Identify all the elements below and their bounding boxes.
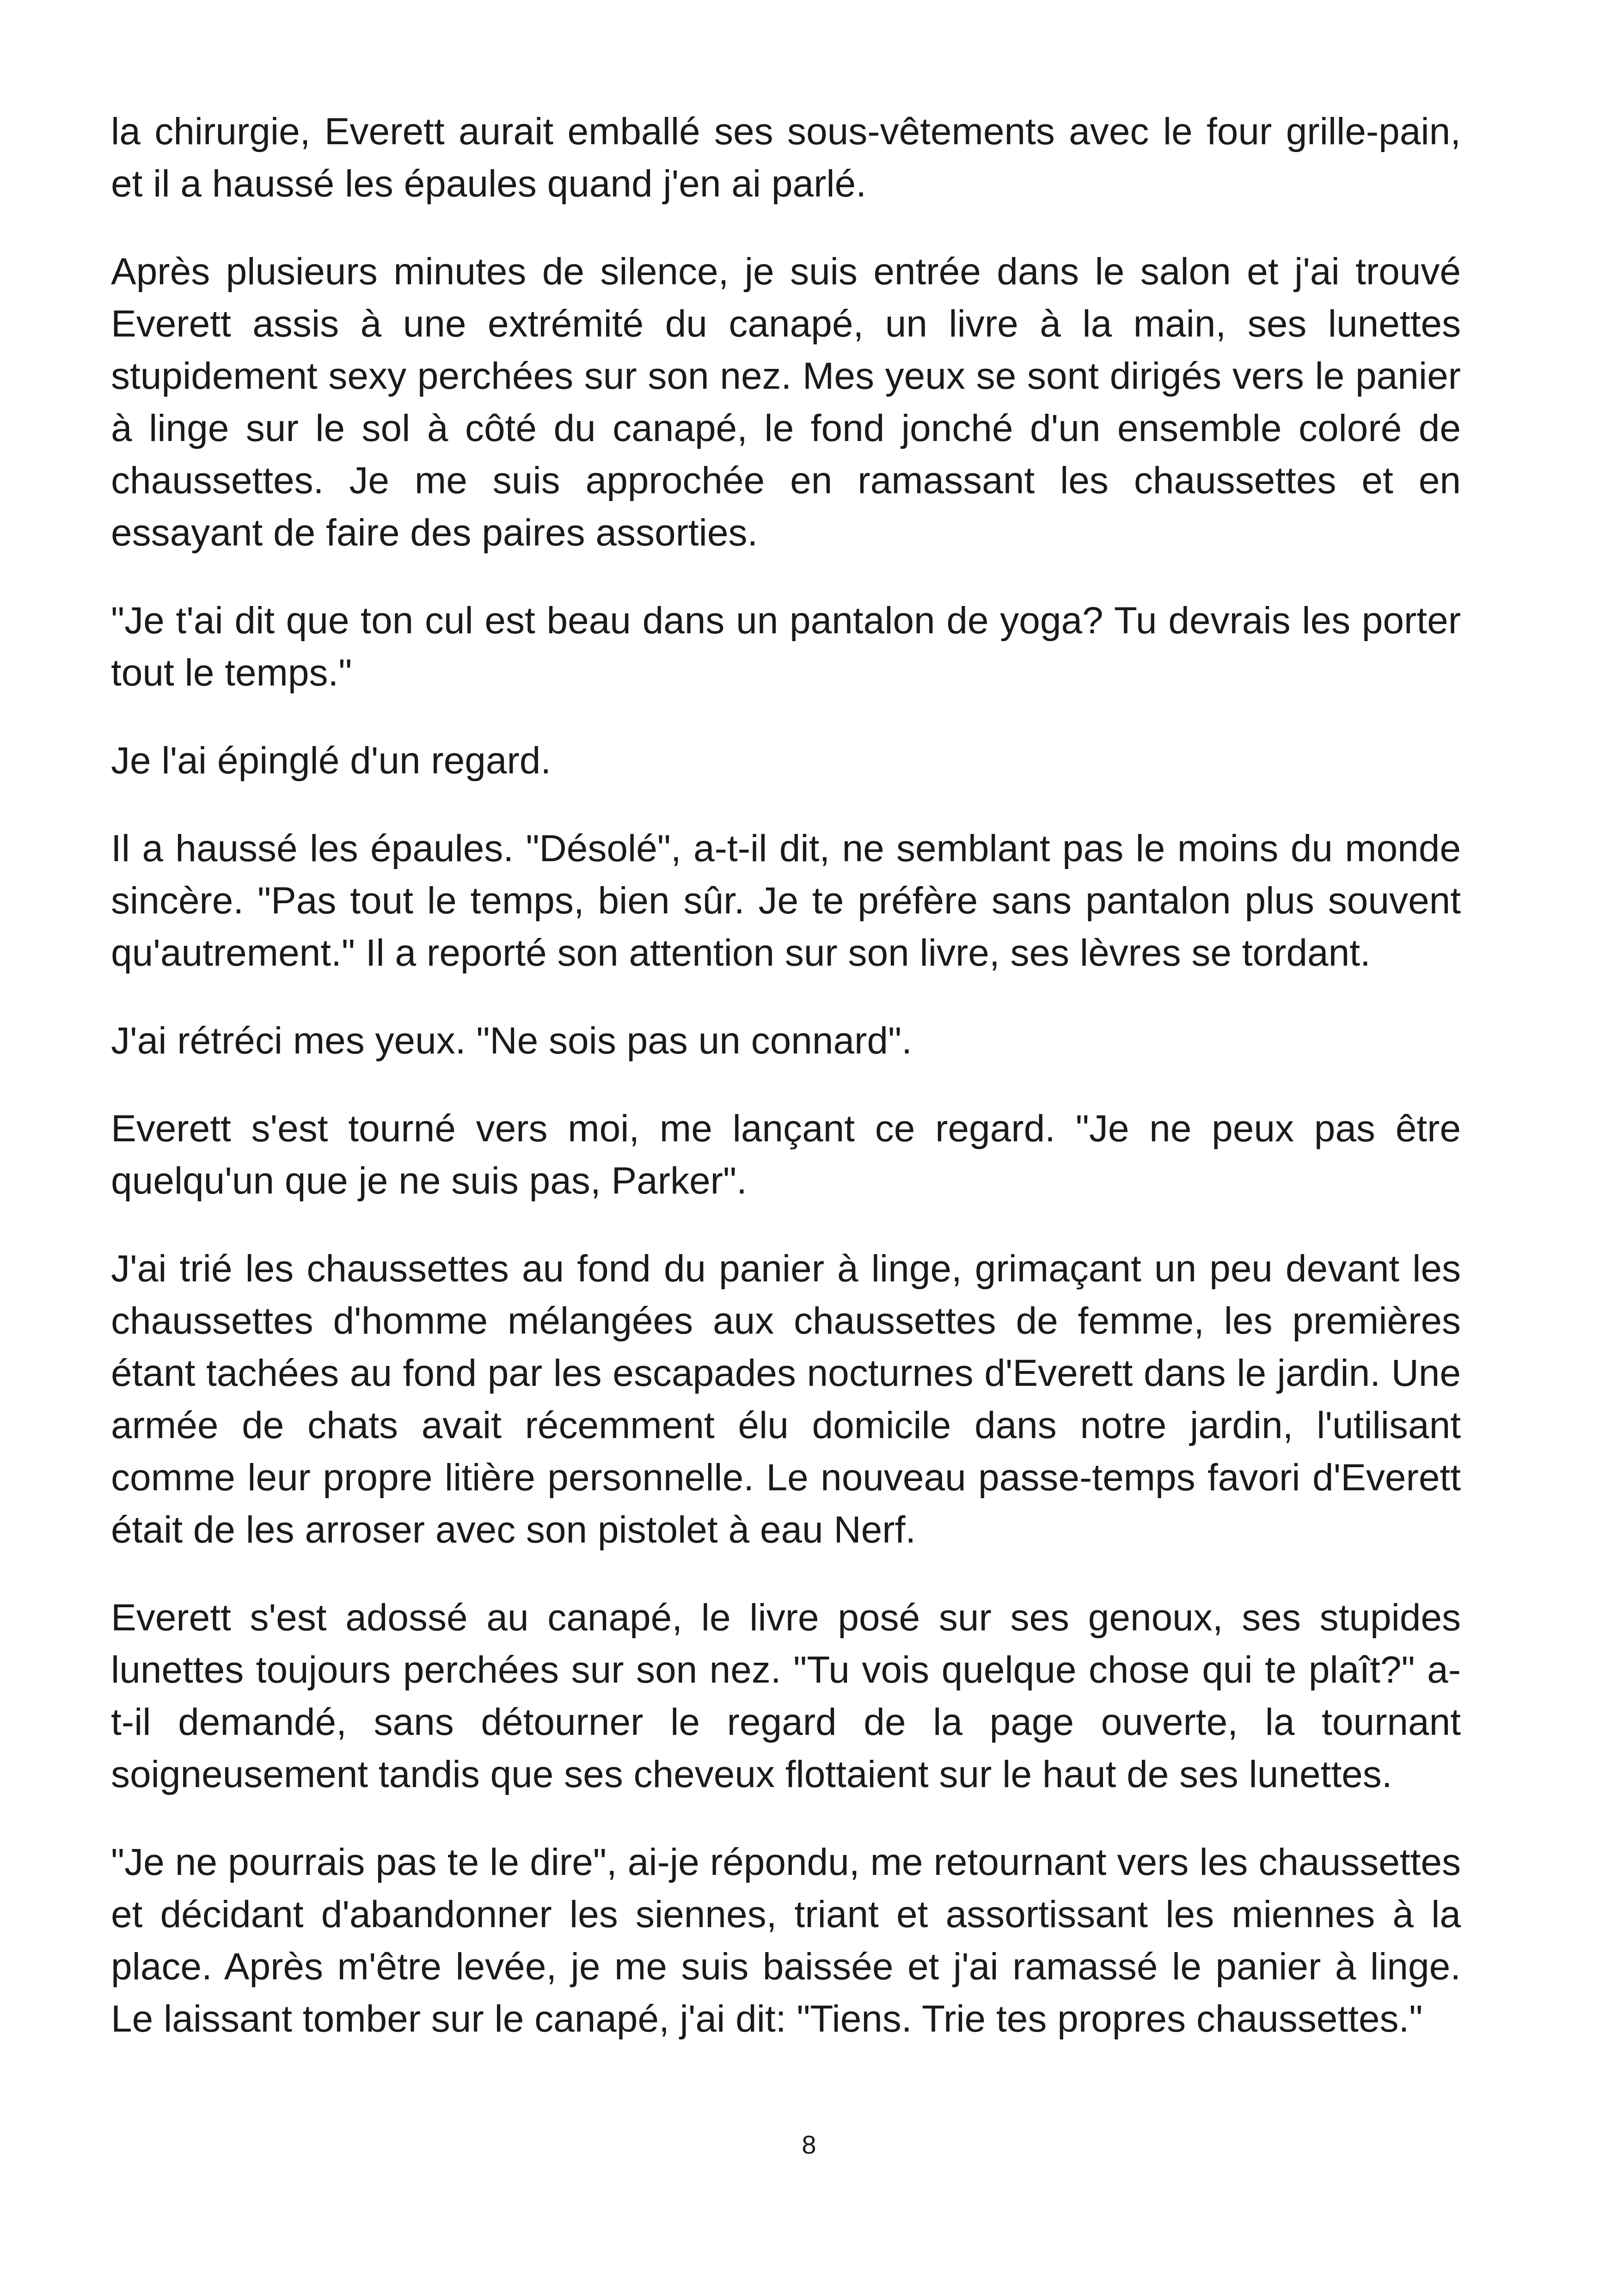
paragraph: Après plusieurs minutes de silence, je suis entrée dans le salon et j'ai trouvé Everett assis à une extrémité du canapé, un livre à la main, ses lunettes stupidement sexy perchées sur son nez. Mes yeux se sont dirigés vers le panier à linge sur le sol à côté du canapé, le fond jonché d'un ensemble coloré de chaussettes. Je me suis approchée en ramassant les chaussettes et en essayant de faire des paires assorties. (111, 251, 1461, 554)
paragraph: la chirurgie, Everett aurait emballé ses sous-vêtements avec le four grille-pain, et il a haussé les épaules quand j'en ai parlé. (111, 110, 1461, 205)
body-text (111, 105, 1461, 2045)
paragraph: Il a haussé les épaules. "Désolé", a-t-il dit, ne semblant pas le moins du monde sincère. "Pas tout le temps, bien sûr. Je te préfère sans pantalon plus souvent qu'autrement." Il a reporté son attention sur son livre, ses lèvres se tordant. (111, 827, 1461, 974)
paragraph: J'ai rétréci mes yeux. "Ne sois pas un connard". (111, 1020, 912, 1062)
page-number: 8 (802, 2130, 816, 2159)
paragraph: "Je ne pourrais pas te le dire", ai-je répondu, me retournant vers les chaussettes et décidant d'abandonner les siennes, triant et assortissant les miennes à la place. Après m'être levée, je me suis baissée et j'ai ramassé le panier à linge. Le laissant tomber sur le canapé, j'ai dit: "Tiens. Trie tes propres chaussettes." (111, 1841, 1461, 2040)
paragraph: Everett s'est tourné vers moi, me lançant ce regard. "Je ne peux pas être quelqu'un que je ne suis pas, Parker". (111, 1108, 1461, 1202)
paragraph: Everett s'est adossé au canapé, le livre posé sur ses genoux, ses stupides lunettes toujours perchées sur son nez. "Tu vois quelque chose qui te plaît?" a-t-il demandé, sans détourner le regard de la page ouverte, la tournant soigneusement tandis que ses cheveux flottaient sur le haut de ses lunettes. (111, 1597, 1461, 1795)
paragraph: Je l'ai épinglé d'un regard. (111, 740, 552, 782)
paragraph: J'ai trié les chaussettes au fond du panier à linge, grimaçant un peu devant les chaussettes d'homme mélangées aux chaussettes de femme, les premières étant tachées au fond par les escapades nocturnes d'Everett dans le jardin. Une armée de chats avait récemment élu domicile dans notre jardin, l'utilisant comme leur propre litière personnelle. Le nouveau passe-temps favori d'Everett était de les arroser avec son pistolet à eau Nerf. (111, 1248, 1461, 1551)
paragraph: "Je t'ai dit que ton cul est beau dans un pantalon de yoga? Tu devrais les porter tout le temps." (111, 600, 1461, 694)
